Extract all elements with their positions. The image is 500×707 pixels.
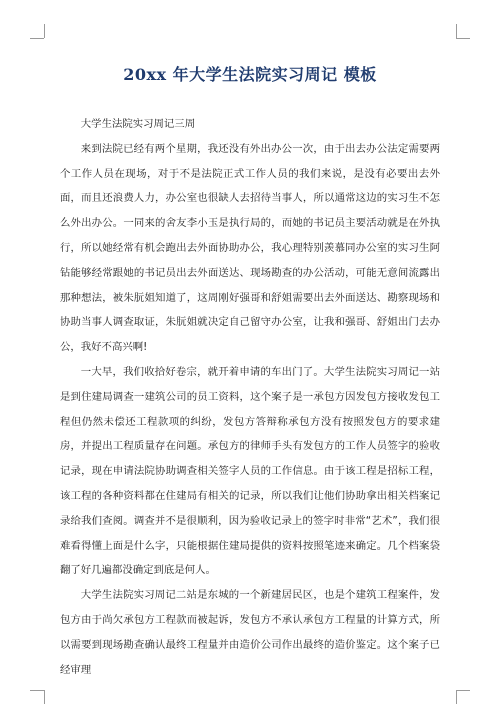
crop-mark-bottom-left [30, 690, 44, 691]
crop-mark-bottom-left [44, 690, 45, 704]
paragraph: 一大早，我们收拾好卷宗，就开着申请的车出门了。大学生法院实习周记一站是到住建局调查一建筑公司的员工资料，这个案子是一承包方因发包方接收发包工程但仍然未偿还工程款项的纠纷，发包方答辩称承包方没有按照发包方的要求建房，并提出工程质量存在问题。承包方的律师手头有发包方的工作人员签字的验收记录，现在申请法院协助调查相关签字人员的工作信息。由于该工程是招标工程，该工程的各种资料都在住建局有相关的记录，所以我们让他们协助拿出相关档案记录给我们查阅。调查并不是很顺利，因为验收记录上的签字时非常“艺术”，我们很难看得懂上面是什么字，只能根据住建局提供的资料按照笔迹来确定。几个档案袋翻了好几遍都没确定到底是何人。 [60, 365, 440, 577]
document-subheading: 大学生法院实习周记三周 [80, 118, 196, 130]
paragraph: 来到法院已经有两个星期，我还没有外出办公一次，由于出去办公法定需要两个工作人员在现场，对于不是法院正式工作人员的我们来说，是没有必要出去外面，而且还浪费人力，办公室也很缺人去招待当事人，所以通常这边的实习生不怎么外出办公。一同来的舍友李小玉是执行局的，而她的书记员主要活动就是在外执行，所以她经常有机会跑出去外面协助办公，我心理特别羡慕同办公室的实习生阿钻能够经常跟她的书记员出去外面送达、现场勘查的办公活动，可能无意间流露出那种想法，被朱朊姐知道了，这周刚好强哥和舒姐需要出去外面送达、勘察现场和协助当事人调查取证，朱朊姐就决定自己留守办公室，让我和强哥、舒姐出门去办公，我好不高兴啊! [60, 142, 440, 354]
crop-mark-top-right [456, 38, 470, 39]
crop-mark-top-left [44, 24, 45, 38]
paragraph: 大学生法院实习周记二站是东城的一个新建居民区，也是个建筑工程案件，发包方由于尚欠承包方工程款而被起诉，发包方不承认承包方工程量的计算方式，所以需要到现场勘查确认最终工程量并由造价公司作出最终的造价鉴定。这个案子已经审理 [60, 589, 440, 676]
document-title: 20xx 年大学生法院实习周记 模板 [123, 65, 377, 84]
crop-mark-top-right [456, 24, 457, 38]
document-body [60, 112, 440, 682]
crop-mark-bottom-right [456, 690, 457, 704]
crop-mark-bottom-right [456, 690, 470, 691]
crop-mark-top-left [30, 38, 44, 39]
